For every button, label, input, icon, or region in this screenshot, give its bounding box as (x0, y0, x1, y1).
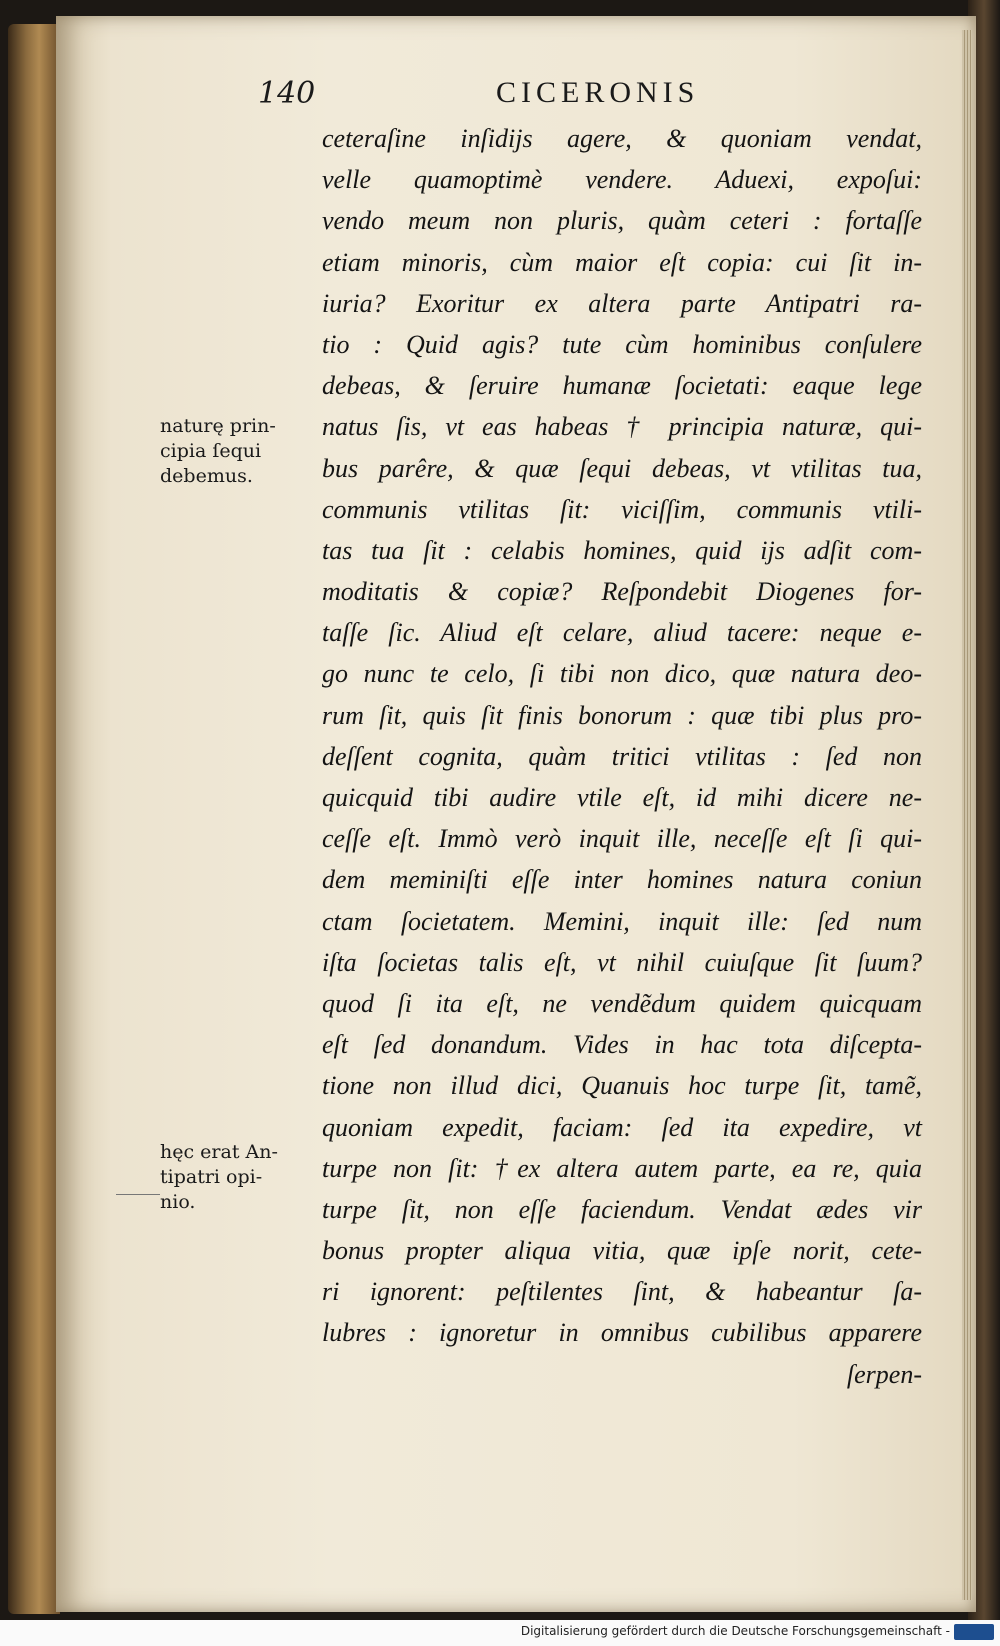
text-line: eſt ſed donandum. Vides in hac tota diſcepta- (322, 1030, 922, 1060)
text-line: ceteraſine inſidijs agere, & quoniam vendat, (322, 124, 922, 153)
text-line: velle quamoptimè vendere. Aduexi, expoſui: (322, 165, 922, 195)
text-line: moditatis & copiæ? Reſpondebit Diogenes for- (322, 577, 922, 607)
footer-credit: Digitalisierung gefördert durch die Deutsche Forschungsgemeinschaft - (520, 1624, 950, 1638)
text-line: communis vtilitas ſit: viciſſim, communis vtili- (322, 494, 922, 524)
marginal-note-line: naturę prin- (160, 415, 276, 437)
text-line: etiam minoris, cùm maior eſt copia: cui ſit in- (322, 247, 922, 277)
marginal-note-line: hęc erat An- (160, 1141, 278, 1163)
marginal-note-line: nio. (160, 1191, 196, 1213)
text-line: turpe non ſit: †ex altera autem parte, ea re, quia (322, 1153, 922, 1183)
text-line: ri ignorent: peſtilentes ſint, & habeantur ſa- (322, 1277, 922, 1307)
marginal-note (160, 414, 320, 489)
marginal-note-line: tipatri opi- (160, 1166, 263, 1188)
text-line: quod ſi ita eſt, ne vendẽdum quidem quicquam (322, 988, 922, 1018)
text-line: quicquid tibi audire vtile eſt, id mihi dicere ne- (322, 783, 922, 812)
text-line: quoniam expedit, faciam: ſed ita expedire, vt (322, 1112, 922, 1142)
text-line: deſſent cognita, quàm tritici vtilitas : ſed non (322, 741, 922, 771)
text-line: tio : Quid agis? tute cùm hominibus conſulere (322, 329, 922, 359)
text-line: lubres : ignoretur in omnibus cubilibus apparere (322, 1318, 922, 1348)
text-line: natus ſis, vt eas habeas † principia naturæ, qui- (322, 412, 922, 442)
text-line: iuria? Exoritur ex altera parte Antipatri ra- (322, 288, 922, 318)
text-line: bonus propter aliqua vitia, quæ ipſe norit, cete- (322, 1236, 922, 1266)
running-head: CICERONIS (496, 76, 700, 109)
marginal-note (160, 1140, 320, 1215)
page-number: 140 (258, 76, 316, 111)
text-line: ctam ſocietatem. Memini, inquit ille: ſed num (322, 906, 922, 936)
footer-bar (0, 1620, 1000, 1646)
marginal-note-line: debemus. (160, 465, 253, 487)
book-cover-left (8, 24, 60, 1614)
page-edge (962, 30, 972, 1600)
text-line: vendo meum non pluris, quàm ceteri : fortaſſe (322, 206, 922, 236)
text-line: rum ſit, quis ſit finis bonorum : quæ tibi plus pro- (322, 700, 922, 730)
text-line: debeas, & ſeruire humanæ ſocietati: eaque lege (322, 371, 922, 401)
text-line: iſta ſocietas talis eſt, vt nihil cuiuſque ſit ſuum? (322, 947, 922, 977)
marginal-rule (116, 1194, 160, 1195)
text-line: tione non illud dici, Quanuis hoc turpe ſit, tamẽ, (322, 1071, 922, 1101)
text-line: ceſſe eſt. Immò verò inquit ille, neceſſe eſt ſi qui- (322, 824, 922, 854)
marginal-note-line: cipia ſequi (160, 440, 262, 462)
page-header (0, 76, 1000, 116)
text-line: bus parêre, & quæ ſequi debeas, vt vtilitas tua, (322, 453, 922, 483)
catchword: ſerpen- (846, 1359, 922, 1389)
text-line: taſſe ſic. Aliud eſt celare, aliud tacere: neque e- (322, 618, 922, 648)
dfg-logo-icon (954, 1624, 994, 1640)
text-line: tas tua ſit : celabis homines, quid ijs adſit com- (322, 535, 922, 565)
text-line: dem meminiſti eſſe inter homines natura coniun (322, 865, 922, 895)
text-line: turpe ſit, non eſſe faciendum. Vendat ædes vir (322, 1194, 922, 1224)
text-line: go nunc te celo, ſi tibi non dico, quæ natura deo- (322, 659, 922, 689)
body-text (322, 118, 922, 1395)
